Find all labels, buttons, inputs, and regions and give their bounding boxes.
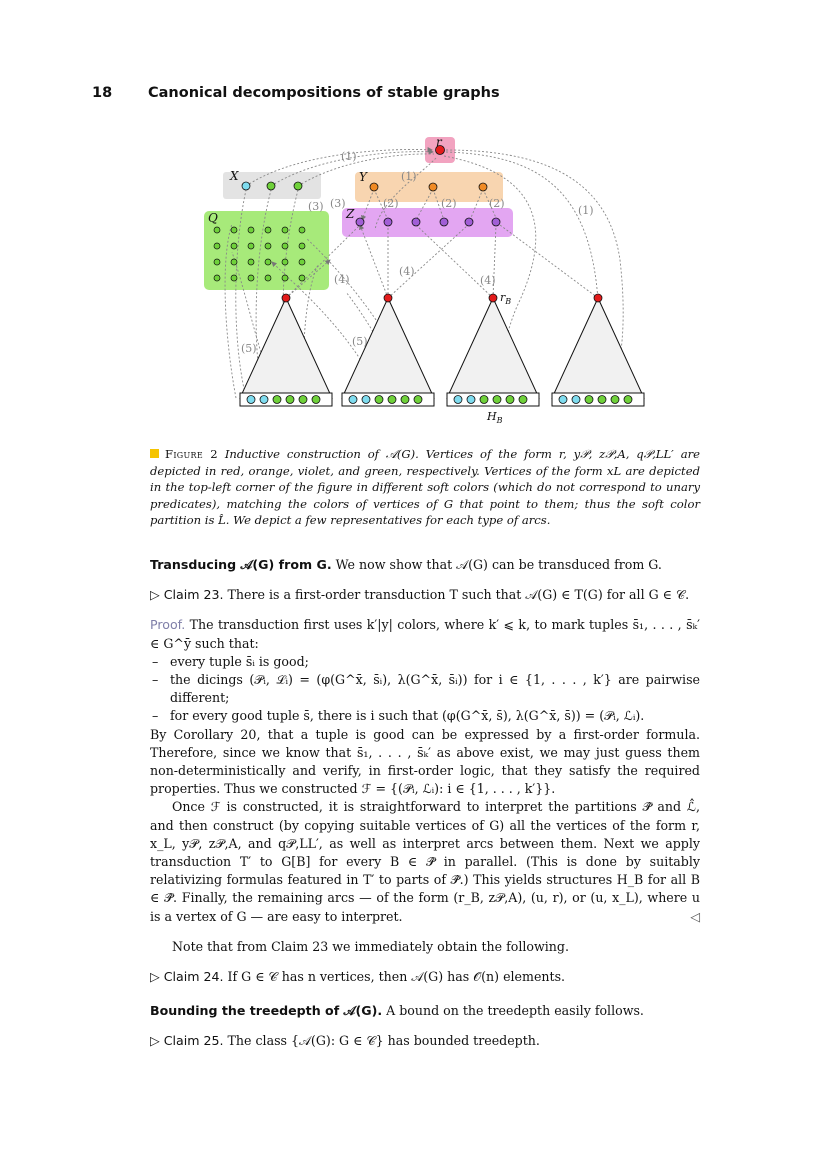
claim-text: There is a first-order transduction T such that 𝒜(G) ∈ T(G) for all G ∈ 𝒞. bbox=[227, 587, 690, 603]
q-vertex bbox=[282, 243, 288, 249]
list-item: – every tuple s̄ᵢ is good; bbox=[150, 653, 700, 671]
figure-2-diagram bbox=[0, 125, 827, 425]
figure-label: Figure 2 bbox=[165, 447, 218, 461]
q-vertex bbox=[248, 243, 254, 249]
svg-text:(4): (4) bbox=[334, 273, 350, 286]
q-vertex bbox=[214, 259, 220, 265]
section-heading: Bounding the treedepth of 𝒜(G). bbox=[150, 1003, 383, 1019]
claim-24 bbox=[150, 968, 700, 986]
svg-text:(4): (4) bbox=[399, 265, 415, 278]
claim-label: ▷ Claim 23. bbox=[150, 587, 224, 603]
claim-label: ▷ Claim 25. bbox=[150, 1033, 224, 1049]
figure-marker-icon bbox=[150, 449, 159, 458]
label-r: r bbox=[436, 135, 442, 149]
svg-text:(1): (1) bbox=[401, 170, 417, 183]
q-vertex bbox=[248, 259, 254, 265]
running-title: Canonical decompositions of stable graphs bbox=[148, 85, 500, 101]
bottom-vertices bbox=[247, 396, 632, 404]
svg-text:(1): (1) bbox=[578, 204, 594, 217]
svg-text:(2): (2) bbox=[489, 197, 505, 210]
q-vertex bbox=[265, 227, 271, 233]
section-transducing bbox=[150, 556, 700, 574]
list-item: – the dicings (𝒫ᵢ, ℒᵢ) = (φ(G^x̄, s̄ᵢ), λ(G^x̄, s̄ᵢ)) for i ∈ {1, . . . , k′} are pairwise different; bbox=[150, 671, 700, 707]
figure-caption bbox=[150, 446, 700, 529]
label-Y: Y bbox=[359, 170, 367, 184]
svg-text:(3): (3) bbox=[330, 197, 346, 210]
proof-block bbox=[150, 616, 700, 925]
section-text: We now show that 𝒜(G) can be transduced from G. bbox=[335, 557, 662, 572]
label-X: X bbox=[230, 169, 239, 183]
proof-list bbox=[150, 653, 700, 726]
claim-25 bbox=[150, 1032, 700, 1050]
svg-text:(5): (5) bbox=[352, 335, 368, 348]
label-Q: Q bbox=[208, 211, 218, 225]
svg-text:(2): (2) bbox=[383, 197, 399, 210]
proof-label: Proof. bbox=[150, 617, 186, 633]
note-text: Note that from Claim 23 we immediately obtain the following. bbox=[172, 938, 569, 954]
main-text bbox=[150, 556, 700, 1063]
proof-intro: The transduction first uses k′|y| colors, where k′ ⩽ k, to mark tuples s̄₁, . . . , s̄ₖ′ ∈ G^ȳ such that: bbox=[150, 617, 700, 651]
section-heading: Transducing 𝒜(G) from G. bbox=[150, 557, 332, 572]
q-vertex bbox=[282, 275, 288, 281]
triangles bbox=[240, 298, 644, 398]
q-vertex bbox=[231, 227, 237, 233]
q-vertex bbox=[299, 259, 305, 265]
claim-label: ▷ Claim 24. bbox=[150, 969, 224, 985]
q-vertex bbox=[299, 275, 305, 281]
q-vertex bbox=[231, 243, 237, 249]
claim-text: The class {𝒜(G): G ∈ 𝒞} has bounded treedepth. bbox=[227, 1033, 540, 1049]
q-vertex bbox=[282, 227, 288, 233]
z-box bbox=[342, 208, 513, 237]
label-HB: $H_B$ bbox=[487, 410, 503, 425]
q-vertex bbox=[248, 227, 254, 233]
q-vertex bbox=[214, 275, 220, 281]
claim-text: If G ∈ 𝒞 has n vertices, then 𝒜(G) has 𝒪(n) elements. bbox=[227, 969, 566, 985]
q-vertex bbox=[299, 227, 305, 233]
running-header bbox=[92, 85, 500, 101]
claim-23 bbox=[150, 586, 700, 604]
q-vertex bbox=[214, 227, 220, 233]
q-vertex bbox=[231, 259, 237, 265]
svg-text:(3): (3) bbox=[308, 200, 324, 213]
q-vertex bbox=[265, 243, 271, 249]
q-vertex bbox=[282, 259, 288, 265]
svg-text:(4): (4) bbox=[480, 274, 496, 287]
label-rB: $r_B$ bbox=[500, 291, 512, 306]
q-vertex bbox=[248, 275, 254, 281]
page-number: 18 bbox=[92, 85, 113, 101]
proof-paragraph: By Corollary 20, that a tuple is good can be expressed by a first-order formula. Therefore, since we know that s̄₁, . . . , s̄ₖ′ as above exist, we may just guess them non-deterministically and verify, in first-order logic, that they satisfy the required properties. Thus we constructed ℱ = {(𝒫ᵢ, ℒᵢ): i ∈ {1, . . . , k′}}. bbox=[150, 726, 700, 797]
q-vertex bbox=[265, 275, 271, 281]
section-bounding bbox=[150, 1002, 700, 1020]
qed-icon: ◁ bbox=[690, 908, 700, 924]
q-vertex bbox=[214, 243, 220, 249]
svg-text:(2): (2) bbox=[441, 197, 457, 210]
q-vertex bbox=[231, 275, 237, 281]
svg-text:(1): (1) bbox=[341, 150, 357, 163]
q-vertex bbox=[265, 259, 271, 265]
svg-text:(5): (5) bbox=[241, 342, 257, 355]
list-item: – for every good tuple s̄, there is i such that (φ(G^x̄, s̄), λ(G^x̄, s̄)) = (𝒫ᵢ, ℒᵢ). bbox=[150, 707, 700, 725]
q-vertex bbox=[299, 243, 305, 249]
proof-paragraph: Once ℱ is constructed, it is straightforward to interpret the partitions 𝒫̂ and ℒ̂, and then construct (by copying suitable vertices of G) all the vertices of the form r, x_L, y𝒫, z𝒫,A, and q𝒫,LL′, as well as interpret arcs between them. Next we apply transduction T′ to G[B] for every B ∈ 𝒫̂ in parallel. (This is done by suitably relativizing formulas featured in T′ to parts of 𝒫̂.) This yields structures H_B for all B ∈ 𝒫̂. Finally, the remaining arcs — of the form (r_B, z𝒫,A), (u, r), or (u, x_L), where u is a vertex of G — are easy to interpret. ◁ bbox=[150, 798, 700, 925]
label-Z: Z bbox=[346, 207, 355, 221]
section-text: A bound on the treedepth easily follows. bbox=[386, 1003, 644, 1019]
caption-text: Inductive construction of 𝒜(G). Vertices of the form r, y𝒫, z𝒫,A, q𝒫,LL′ are depicted in red, orange, violet, and green, respectively. Vertices of the form xL are depicted in the top-left corner of the figure in different soft colors (which do not correspond to unary predicates), matching the colors of vertices of G that point to them; thus the soft color partition is L̂. We depict a few representatives for each type of arcs. bbox=[150, 447, 701, 528]
